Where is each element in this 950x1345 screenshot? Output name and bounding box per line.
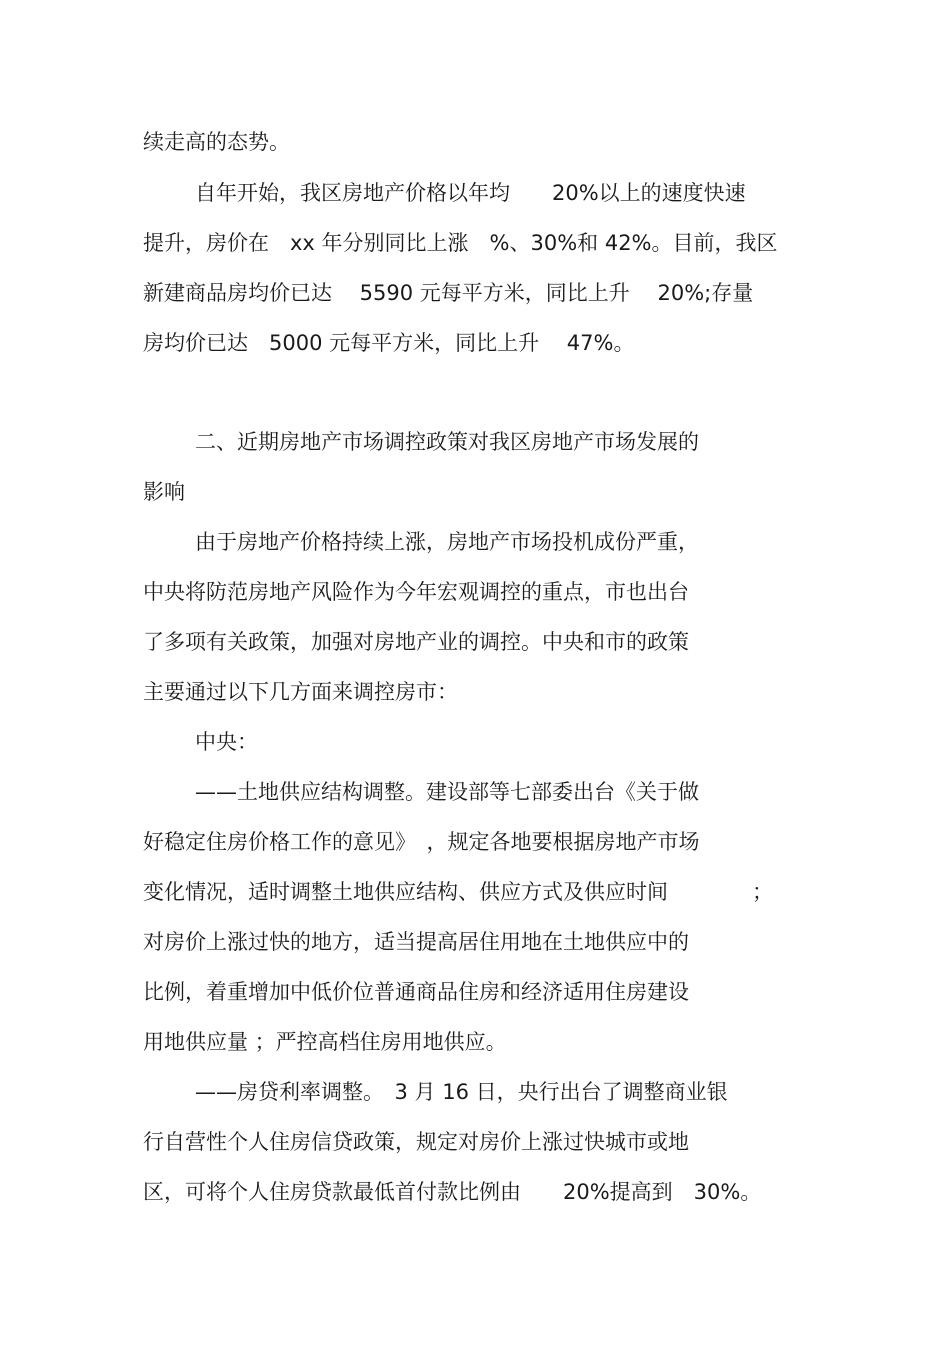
text-line: 续走高的态势。 xyxy=(143,130,290,154)
text-line: 了多项有关政策，加强对房地产业的调控。中央和市的政策 xyxy=(143,630,689,654)
text-line: 新建商品房均价已达 5590 元每平方米，同比上升 20%;存量 xyxy=(143,281,754,305)
text-line: 行自营性个人住房信贷政策，规定对房价上涨过快城市或地 xyxy=(143,1130,689,1154)
text-line: 中央将防范房地产风险作为今年宏观调控的重点，市也出台 xyxy=(143,580,689,604)
section-heading: 二、近期房地产市场调控政策对我区房地产市场发展的 xyxy=(195,430,699,454)
text-line: ——土地供应结构调整。建设部等七部委出台《关于做 xyxy=(195,780,699,804)
text-line: 主要通过以下几方面来调控房市： xyxy=(143,680,458,704)
text-line: 由于房地产价格持续上涨，房地产市场投机成份严重， xyxy=(195,530,699,554)
text-line: 用地供应量 ；严控高档住房用地供应。 xyxy=(143,1030,507,1054)
text-line: 房均价已达 5000 元每平方米，同比上升 47%。 xyxy=(143,331,635,355)
text-line: 自年开始，我区房地产价格以年均 20%以上的速度快速 xyxy=(195,181,746,205)
text-line: 对房价上涨过快的地方，适当提高居住用地在土地供应中的 xyxy=(143,930,689,954)
text-line: 变化情况，适时调整土地供应结构、供应方式及供应时间 ； xyxy=(143,880,773,904)
section-heading: 影响 xyxy=(143,480,185,504)
text-line: ——房贷利率调整。 3 月 16 日，央行出台了调整商业银 xyxy=(195,1080,728,1104)
text-line: 好稳定住房价格工作的意见》 ，规定各地要根据房地产市场 xyxy=(143,830,700,854)
text-line: 比例，着重增加中低价位普通商品住房和经济适用住房建设 xyxy=(143,980,689,1004)
text-line: 中央： xyxy=(195,730,258,754)
text-line: 提升，房价在 xx 年分别同比上涨 %、30%和 42%。目前，我区 xyxy=(143,231,778,255)
text-line: 区，可将个人住房贷款最低首付款比例由 20%提高到 30%。 xyxy=(143,1180,762,1204)
